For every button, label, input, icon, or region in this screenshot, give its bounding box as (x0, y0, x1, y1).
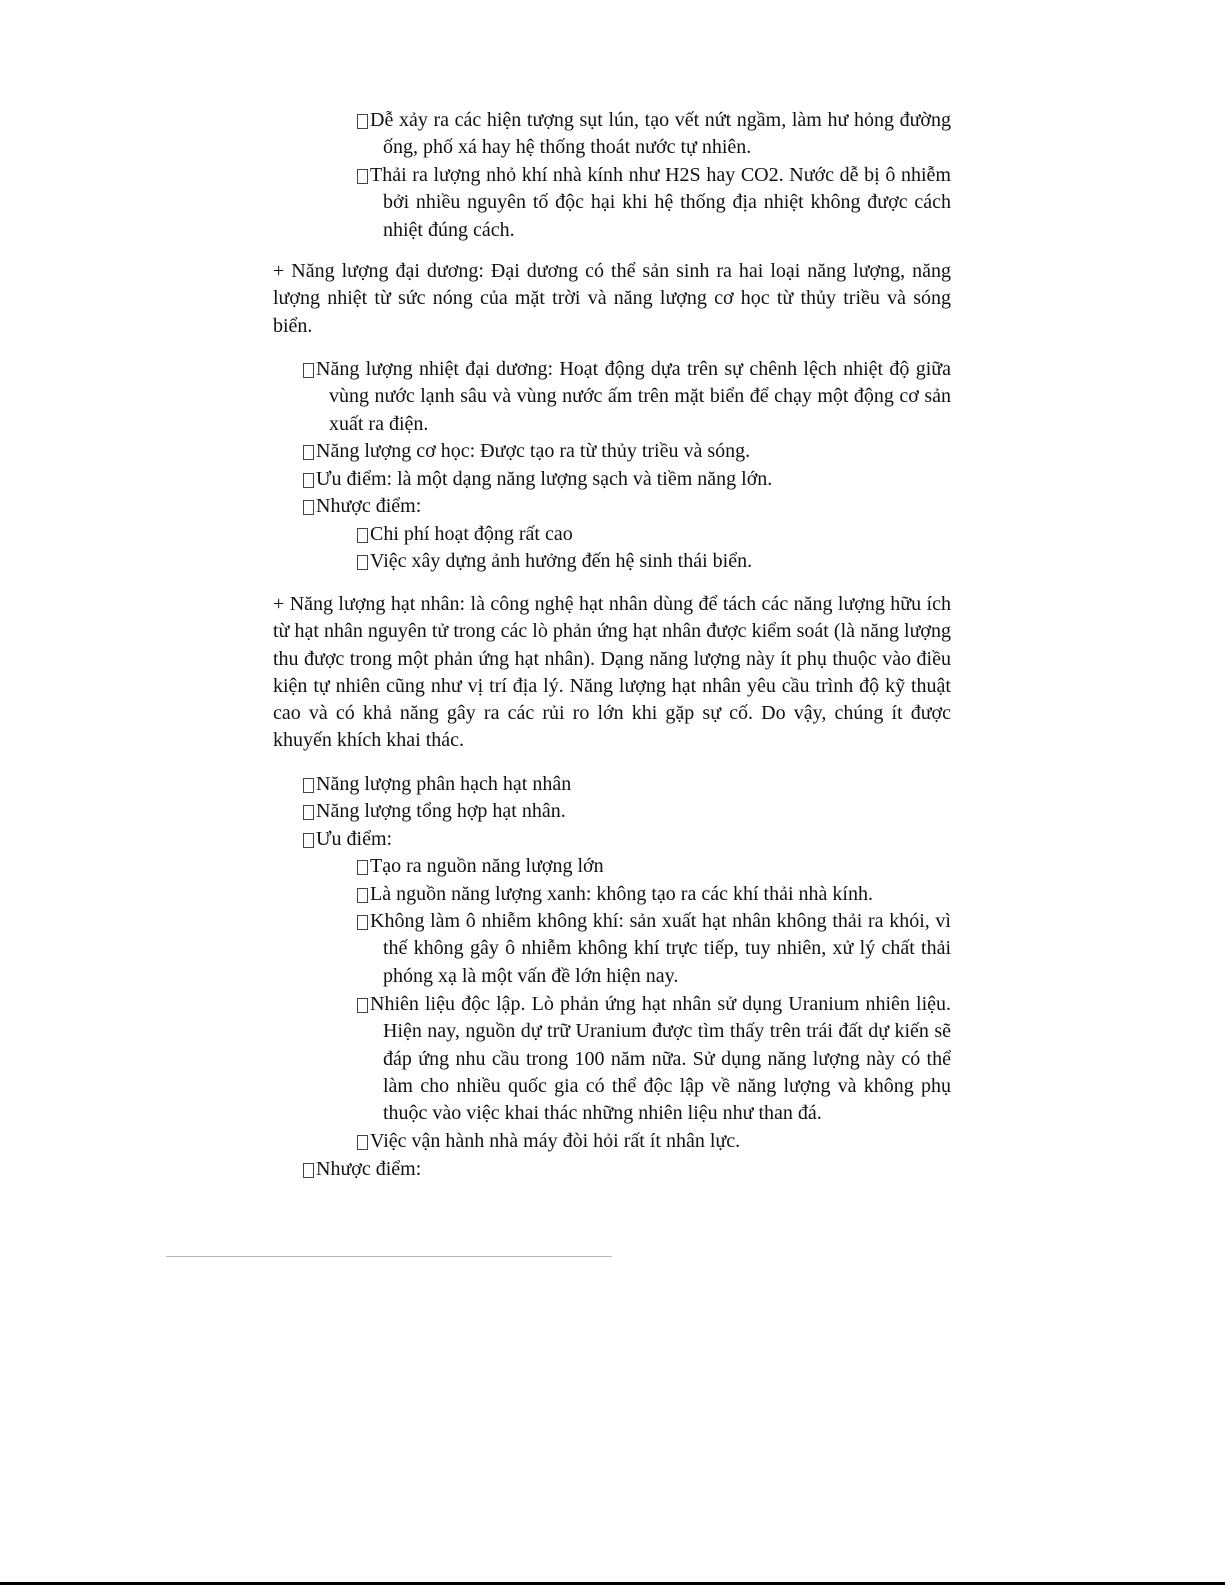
bullet-box-icon (303, 778, 314, 793)
footnote-separator (166, 1256, 612, 1257)
list-item-text: Là nguồn năng lượng xanh: không tạo ra các khí thải nhà kính. (370, 883, 873, 905)
list-item-text: Ưu điểm: là một dạng năng lượng sạch và tiềm năng lớn. (316, 468, 773, 490)
bullet-box-icon (303, 1163, 314, 1178)
list-item-text: Nhược điểm: (316, 1158, 422, 1180)
list-item (357, 908, 951, 990)
list-item-text: Năng lượng phân hạch hạt nhân (316, 773, 572, 795)
bullet-box-icon (357, 169, 368, 184)
bullet-box-icon (357, 528, 368, 543)
bullet-box-icon (357, 555, 368, 570)
bullet-box-icon (303, 473, 314, 488)
list-item (357, 521, 951, 548)
list-item (357, 548, 951, 575)
list-item (357, 162, 951, 244)
list-item (303, 798, 951, 825)
bullet-box-icon (303, 833, 314, 848)
list-item-text: Năng lượng tổng hợp hạt nhân. (316, 800, 566, 822)
list-item (303, 771, 951, 798)
list-item-text: Việc xây dựng ảnh hưởng đến hệ sinh thái biển. (370, 550, 753, 572)
list-item (303, 826, 951, 853)
list-item (357, 107, 951, 162)
list-item-text: Tạo ra nguồn năng lượng lớn (370, 855, 604, 877)
bullet-box-icon (357, 915, 368, 930)
paragraph-ocean-energy: + Năng lượng đại dương: Đại dương có thể sản sinh ra hai loại năng lượng, năng lượng nhiệt từ sức nóng của mặt trời và năng lượng cơ học từ thủy triều và sóng biển. (273, 260, 951, 337)
list-item (303, 466, 951, 493)
list-item-text: Thải ra lượng nhỏ khí nhà kính như H2S hay CO2. Nước dễ bị ô nhiễm bởi nhiều nguyên tố độc hại khi hệ thống địa nhiệt không được cách nhiệt đúng cách. (370, 164, 951, 241)
list-item (303, 438, 951, 465)
list-item (357, 881, 951, 908)
list-item (303, 356, 951, 438)
list-item-text: Năng lượng cơ học: Được tạo ra từ thủy triều và sóng. (316, 440, 751, 462)
bullet-box-icon (357, 998, 368, 1013)
list-item (303, 493, 951, 520)
list-item-text: Việc vận hành nhà máy đòi hỏi rất ít nhân lực. (370, 1130, 741, 1152)
paragraph-nuclear-energy: + Năng lượng hạt nhân: là công nghệ hạt nhân dùng để tách các năng lượng hữu ích từ hạt nhân nguyên tử trong các lò phản ứng hạt nhân được kiểm soát (là năng lượng thu được trong một phản ứng hạt nhân). Dạng năng lượng này ít phụ thuộc vào điều kiện tự nhiên cũng như vị trí địa lý. Năng lượng hạt nhân yêu cầu trình độ kỹ thuật cao và có khả năng gây ra các rủi ro lớn khi gặp sự cố. Do vậy, chúng ít được khuyến khích khai thác. (273, 593, 951, 752)
list-item-text: Ưu điểm: (316, 828, 393, 850)
bullet-box-icon (357, 114, 368, 129)
bullet-box-icon (303, 363, 314, 378)
bullet-box-icon (357, 888, 368, 903)
list-item-text: Nhiên liệu độc lập. Lò phản ứng hạt nhân sử dụng Uranium nhiên liệu. Hiện nay, nguồn dự trữ Uranium được tìm thấy trên trái đất dự kiến sẽ đáp ứng nhu cầu trong 100 năm nữa. Sử dụng năng lượng này có thể làm cho nhiều quốc gia có thể độc lập về năng lượng và không phụ thuộc vào việc khai thác những nhiên liệu như than đá. (370, 993, 951, 1125)
bullet-box-icon (303, 445, 314, 460)
bullet-box-icon (357, 860, 368, 875)
list-item-text: Dễ xảy ra các hiện tượng sụt lún, tạo vết nứt ngầm, làm hư hỏng đường ống, phố xá hay hệ thống thoát nước tự nhiên. (370, 109, 951, 159)
bullet-box-icon (357, 1135, 368, 1150)
list-item-text: Không làm ô nhiễm không khí: sản xuất hạt nhân không thải ra khói, vì thế không gây ô nhiễm không khí trực tiếp, tuy nhiên, xử lý chất thải phóng xạ là một vấn đề lớn hiện nay. (370, 910, 951, 987)
list-item (303, 1156, 951, 1183)
list-item-text: Chi phí hoạt động rất cao (370, 523, 573, 545)
list-item (357, 991, 951, 1127)
bullet-box-icon (303, 805, 314, 820)
list-item-text: Nhược điểm: (316, 495, 422, 517)
bullet-box-icon (303, 500, 314, 515)
list-item-text: Năng lượng nhiệt đại dương: Hoạt động dựa trên sự chênh lệch nhiệt độ giữa vùng nước lạnh sâu và vùng nước ấm trên mặt biển để chạy một động cơ sản xuất ra điện. (316, 358, 951, 435)
list-item (357, 1128, 951, 1155)
list-item (357, 853, 951, 880)
